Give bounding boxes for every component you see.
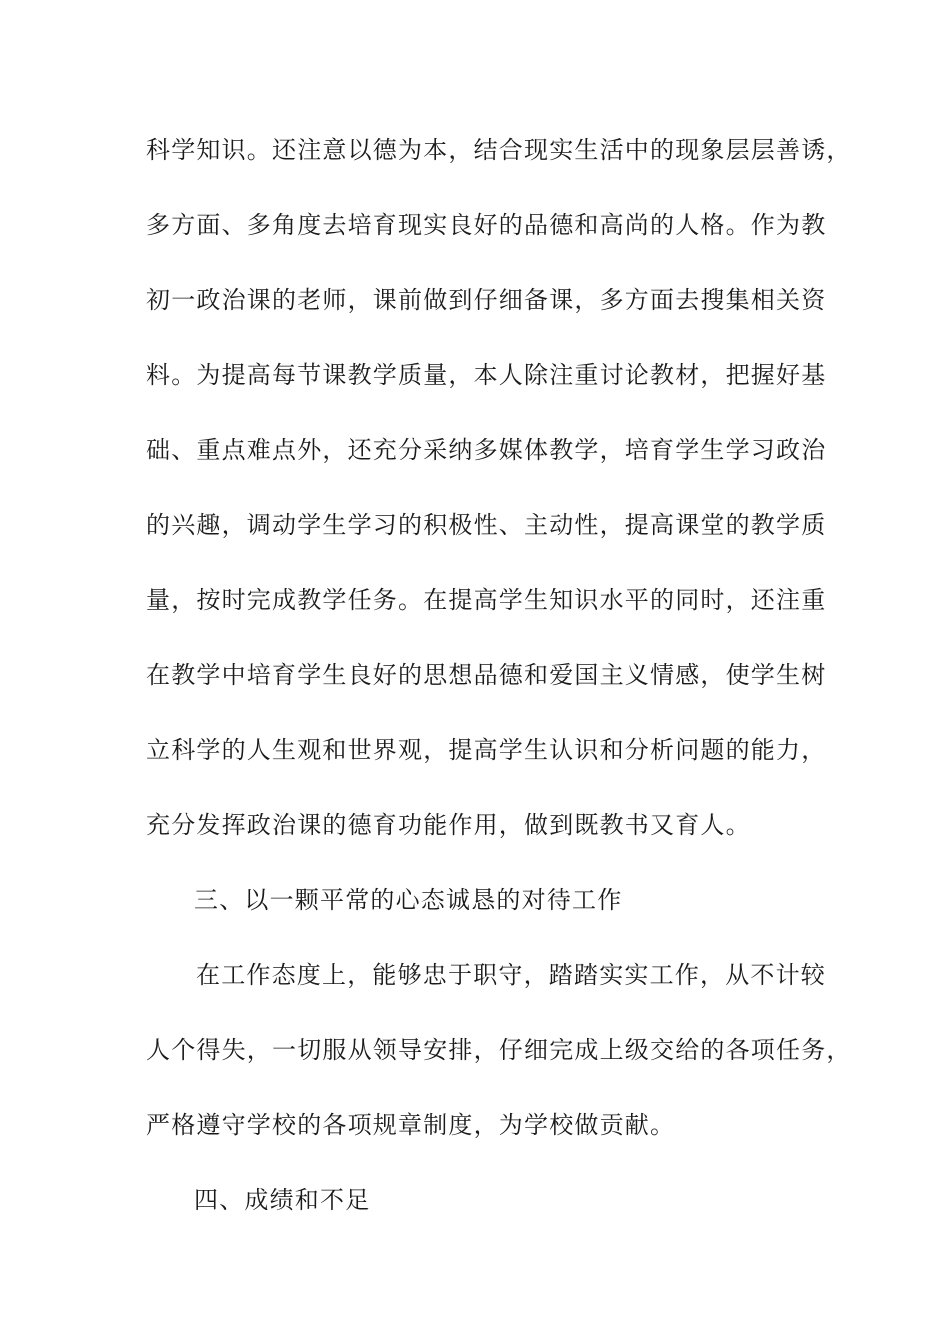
body-text-line: 充分发挥政治课的德育功能作用，做到既教书又育人。 xyxy=(146,811,751,839)
body-text-line: 础、重点难点外，还充分采纳多媒体教学，培育学生学习政治 xyxy=(146,436,827,464)
body-text-line: 料。为提高每节课教学质量，本人除注重讨论教材，把握好基 xyxy=(146,361,827,389)
body-text-line: 的兴趣，调动学生学习的积极性、主动性，提高课堂的教学质 xyxy=(146,511,827,539)
section-heading-3: 三、以一颗平常的心态诚恳的对待工作 xyxy=(194,886,623,914)
body-text-line: 在教学中培育学生良好的思想品德和爱国主义情感，使学生树 xyxy=(146,661,827,689)
body-text-line: 多方面、多角度去培育现实良好的品德和高尚的人格。作为教 xyxy=(146,211,827,239)
body-text-line: 人个得失，一切服从领导安排，仔细完成上级交给的各项任务， xyxy=(146,1036,852,1064)
body-text-line: 严格遵守学校的各项规章制度，为学校做贡献。 xyxy=(146,1111,676,1139)
body-text-line: 在工作态度上，能够忠于职守，踏踏实实工作，从不计较 xyxy=(196,961,826,989)
body-text-line: 初一政治课的老师，课前做到仔细备课，多方面去搜集相关资 xyxy=(146,286,827,314)
section-heading-4: 四、成绩和不足 xyxy=(194,1186,371,1214)
body-text-line: 科学知识。还注意以德为本，结合现实生活中的现象层层善诱， xyxy=(146,136,852,164)
body-text-line: 量，按时完成教学任务。在提高学生知识水平的同时，还注重 xyxy=(146,586,827,614)
body-text-line: 立科学的人生观和世界观，提高学生认识和分析问题的能力， xyxy=(146,736,827,764)
